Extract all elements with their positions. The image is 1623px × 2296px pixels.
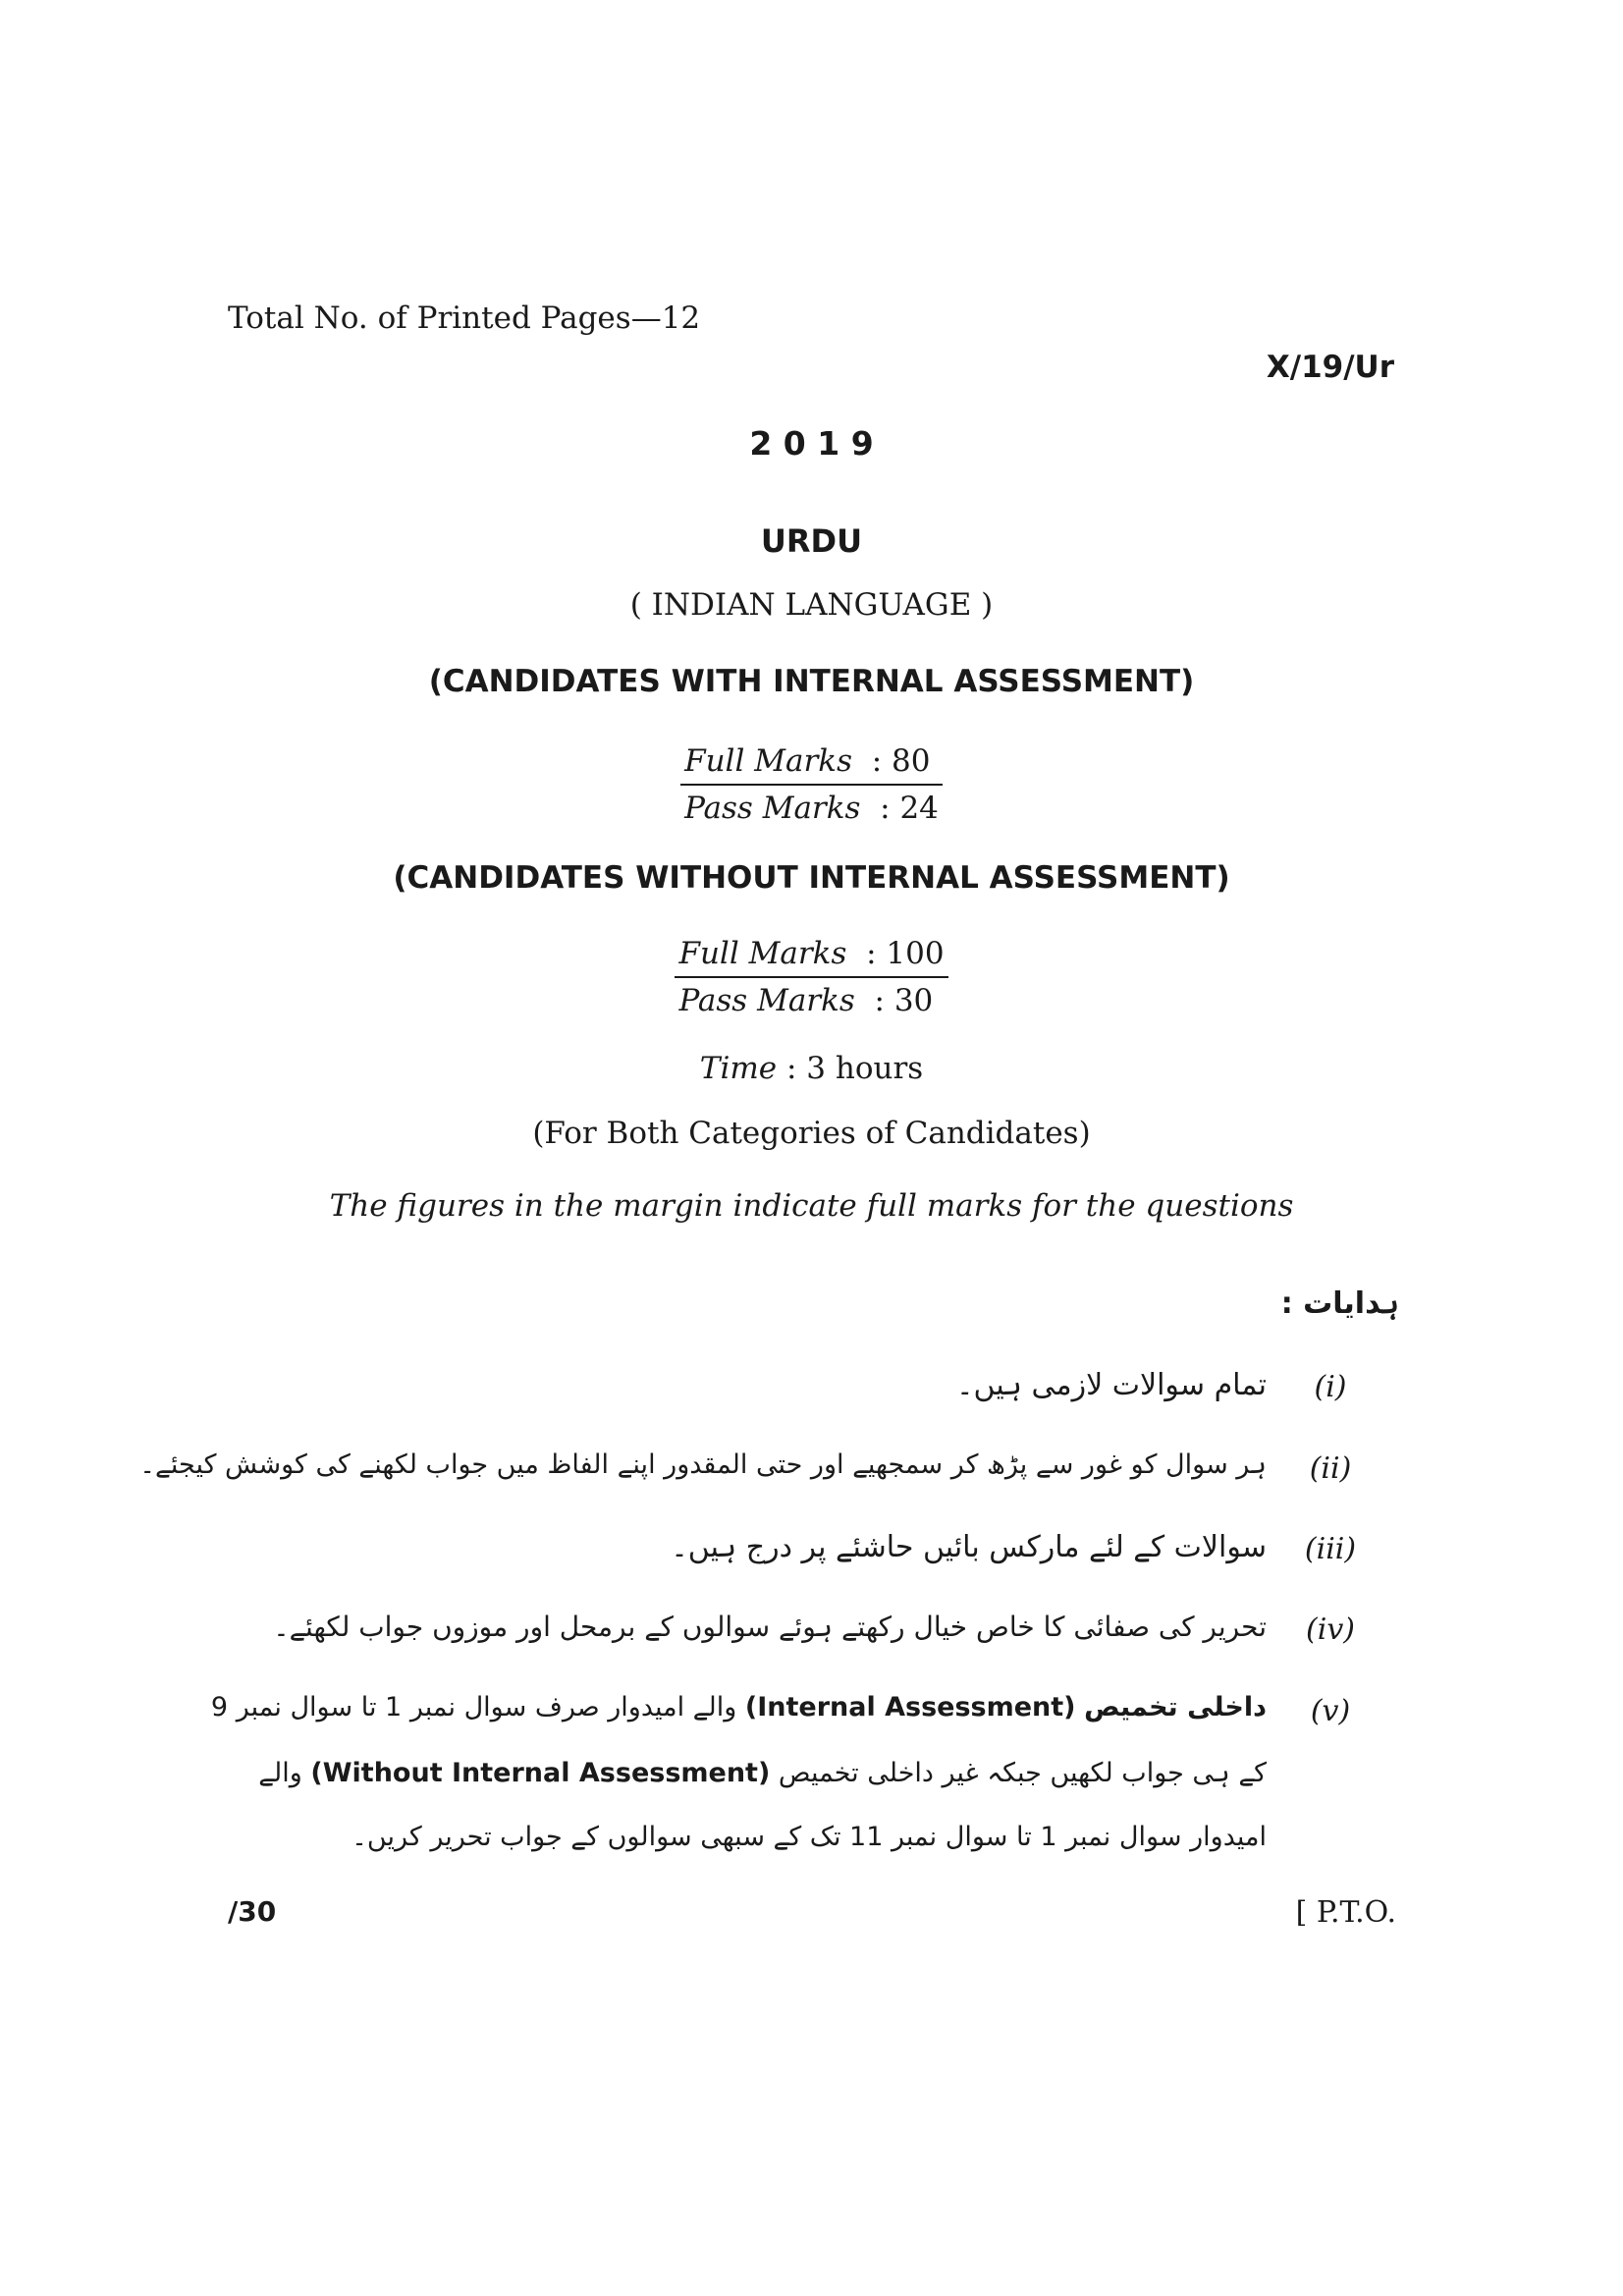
item-text-line-2: کے ہی جواب لکھیں جبکہ غیر داخلی تخمیص (Without Internal Assessment) والے (258, 1758, 1267, 1788)
item-number: (ii) (1309, 1451, 1352, 1486)
instruction-item (216, 1522, 1375, 1581)
without-ia-marks (0, 931, 1623, 1023)
without-ia-pass-marks: Pass Marks : 30 (678, 983, 934, 1018)
instruction-item (216, 1603, 1375, 1662)
total-pages-text: Total No. of Printed Pages—12 (228, 301, 701, 336)
footer-left: /30 (228, 1895, 277, 1928)
with-ia-full-marks: Full Marks : 80 (680, 738, 943, 786)
time-line: Time : 3 hours (699, 1051, 924, 1086)
exam-year: 2 0 1 9 (749, 424, 874, 463)
without-ia-heading: (CANDIDATES WITHOUT INTERNAL ASSESSMENT) (393, 860, 1230, 896)
item-text-line-3: امیدوار سوال نمبر 1 تا سوال نمبر 11 تک کے سبھی سوالوں کے جواب تحریر کریں۔ (352, 1822, 1267, 1852)
item-text: ہر سوال کو غور سے پڑھ کر سمجھیے اور حتی المقدور اپنے الفاظ میں جواب لکھنے کی کوشش کیجئے۔ (139, 1449, 1267, 1480)
instructions-heading: ہدایات : (1280, 1286, 1399, 1321)
subject-title: URDU (760, 522, 863, 560)
both-categories-note: (For Both Categories of Candidates) (532, 1116, 1091, 1151)
with-ia-pass-marks: Pass Marks : 24 (684, 791, 939, 826)
item-number: (v) (1310, 1694, 1351, 1728)
item-text: سوالات کے لئے مارکس بائیں حاشئے پر درج ہیں۔ (671, 1530, 1267, 1564)
instruction-item (210, 1684, 1375, 1881)
subject-subtitle: ( INDIAN LANGUAGE ) (629, 587, 994, 623)
item-number: (iii) (1304, 1532, 1357, 1566)
item-text-line-1: داخلی تخمیص (Internal Assessment) والے امیدوار صرف سوال نمبر 1 تا سوال نمبر 9 (210, 1692, 1267, 1722)
instruction-item (139, 1442, 1375, 1501)
paper-code: X/19/Ur (1266, 350, 1394, 385)
item-number: (i) (1314, 1370, 1347, 1404)
item-text: تحریر کی صفائی کا خاص خیال رکھتے ہوئے سوالوں کے برمحل اور موزوں جواب لکھئے۔ (273, 1611, 1267, 1643)
footer-pto: [ P.T.O. (1295, 1895, 1396, 1930)
instruction-item (216, 1360, 1375, 1419)
margin-note: The figures in the margin indicate full marks for the questions (329, 1188, 1294, 1224)
without-ia-full-marks: Full Marks : 100 (675, 931, 947, 978)
item-number: (iv) (1306, 1613, 1355, 1647)
item-text: تمام سوالات لازمی ہیں۔ (955, 1368, 1267, 1402)
with-ia-heading: (CANDIDATES WITH INTERNAL ASSESSMENT) (428, 664, 1195, 699)
with-ia-marks (0, 738, 1623, 831)
